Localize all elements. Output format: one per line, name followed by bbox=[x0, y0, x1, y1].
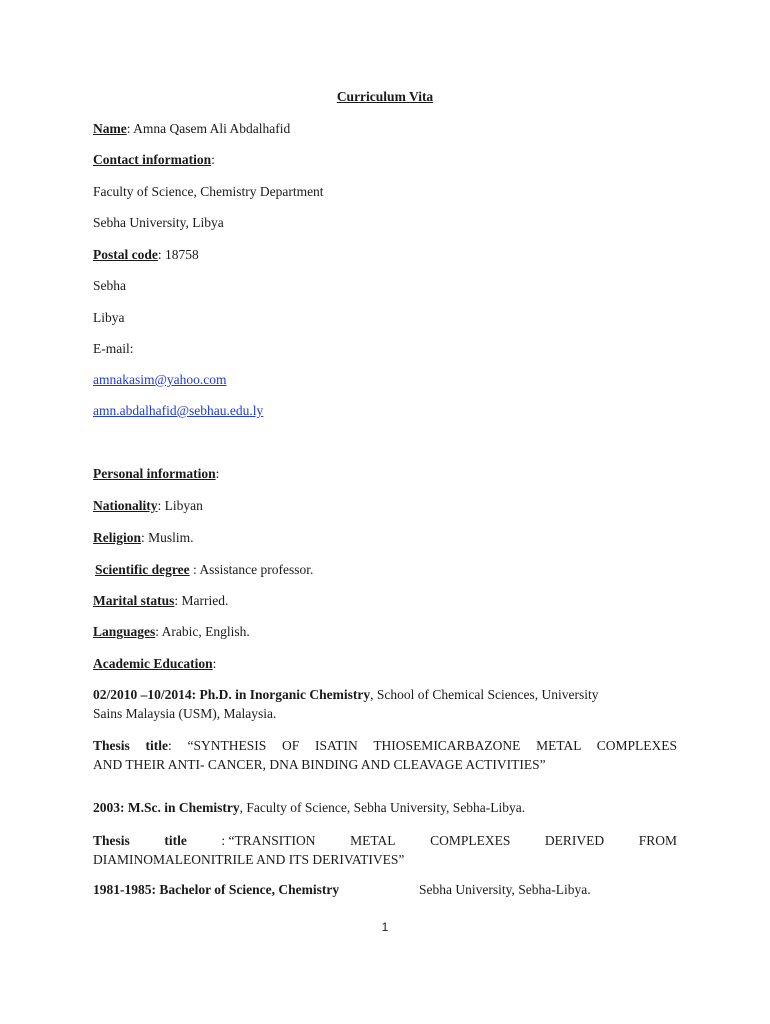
phd-entry bbox=[93, 685, 677, 723]
degree-line bbox=[95, 561, 313, 579]
document-title: Curriculum Vita bbox=[336, 89, 434, 104]
marital-value: : Married. bbox=[174, 593, 229, 608]
languages-line bbox=[93, 623, 250, 641]
msc-thesis-text-2: DIAMINOMALEONITRILE AND ITS DERIVATIVES” bbox=[93, 852, 405, 867]
name-value: : Amna Qasem Ali Abdalhafid bbox=[126, 121, 291, 136]
contact-heading bbox=[93, 151, 215, 169]
contact-label: Contact information bbox=[93, 152, 212, 167]
name-line bbox=[93, 120, 290, 138]
msc-thesis-word: DERIVED bbox=[544, 833, 605, 848]
bsc-institution: Sebha University, Sebha-Libya. bbox=[419, 882, 591, 897]
msc-thesis-word: COMPLEXES bbox=[430, 833, 511, 848]
degree-value: : Assistance professor. bbox=[189, 562, 314, 577]
contact-suffix: : bbox=[211, 152, 215, 167]
phd-institution: , School of Chemical Sciences, University bbox=[370, 687, 599, 702]
nationality-label: Nationality bbox=[93, 498, 158, 513]
postal-value: : 18758 bbox=[157, 247, 199, 262]
email-line-1 bbox=[93, 371, 227, 389]
personal-suffix: : bbox=[215, 466, 220, 481]
email-link-2[interactable]: amn.abdalhafid@sebhau.edu.ly bbox=[93, 403, 264, 418]
email-link-1[interactable]: amnakasim@yahoo.com bbox=[93, 372, 227, 387]
phd-institution-2: Sains Malaysia (USM), Malaysia. bbox=[93, 706, 277, 721]
education-label: Academic Education bbox=[93, 656, 213, 671]
msc-thesis-word: METAL bbox=[350, 833, 396, 848]
msc-entry bbox=[93, 799, 525, 817]
phd-thesis bbox=[93, 736, 677, 774]
phd-thesis-text-2: AND THEIR ANTI- CANCER, DNA BINDING AND CLEAVAGE ACTIVITIES” bbox=[93, 757, 546, 772]
degree-label: Scientific degree bbox=[95, 562, 190, 577]
marital-label: Marital status bbox=[93, 593, 175, 608]
msc-thesis-word: FROM bbox=[638, 833, 677, 848]
marital-line bbox=[93, 592, 228, 610]
nationality-value: : Libyan bbox=[157, 498, 203, 513]
msc-institution: , Faculty of Science, Sebha University, Sebha-Libya. bbox=[239, 800, 526, 815]
msc-title: 2003: M.Sc. in Chemistry bbox=[93, 800, 240, 815]
msc-thesis-word: : “TRANSITION bbox=[221, 833, 316, 848]
msc-thesis-label: Thesis bbox=[93, 833, 130, 848]
email-line-2 bbox=[93, 402, 263, 420]
email-label: E-mail: bbox=[93, 341, 134, 356]
msc-thesis-label-2: title bbox=[164, 833, 187, 848]
country-line: Libya bbox=[93, 310, 125, 325]
religion-line bbox=[93, 529, 194, 547]
education-suffix: : bbox=[212, 656, 217, 671]
personal-label: Personal information bbox=[93, 466, 216, 481]
phd-thesis-text-1: : “SYNTHESIS OF ISATIN THIOSEMICARBAZONE METAL COMPLEXES bbox=[168, 738, 678, 753]
nationality-line bbox=[93, 497, 203, 515]
name-label: Name bbox=[93, 121, 127, 136]
languages-value: : Arabic, English. bbox=[155, 624, 250, 639]
postal-line bbox=[93, 246, 199, 264]
phd-title: 02/2010 –10/2014: Ph.D. in Inorganic Chemistry bbox=[93, 687, 371, 702]
bsc-entry bbox=[93, 881, 677, 899]
contact-line-1: Faculty of Science, Chemistry Department bbox=[93, 184, 324, 199]
postal-label: Postal code bbox=[93, 247, 158, 262]
page-number: 1 bbox=[381, 920, 389, 934]
phd-thesis-label: Thesis title bbox=[93, 738, 169, 753]
personal-heading bbox=[93, 465, 219, 483]
religion-label: Religion bbox=[93, 530, 142, 545]
languages-label: Languages bbox=[93, 624, 156, 639]
city-line: Sebha bbox=[93, 278, 126, 293]
contact-line-2: Sebha University, Libya bbox=[93, 215, 224, 230]
education-heading bbox=[93, 655, 216, 673]
bsc-title: 1981-1985: Bachelor of Science, Chemistry bbox=[93, 882, 340, 897]
religion-value: : Muslim. bbox=[141, 530, 194, 545]
msc-thesis bbox=[93, 831, 677, 869]
